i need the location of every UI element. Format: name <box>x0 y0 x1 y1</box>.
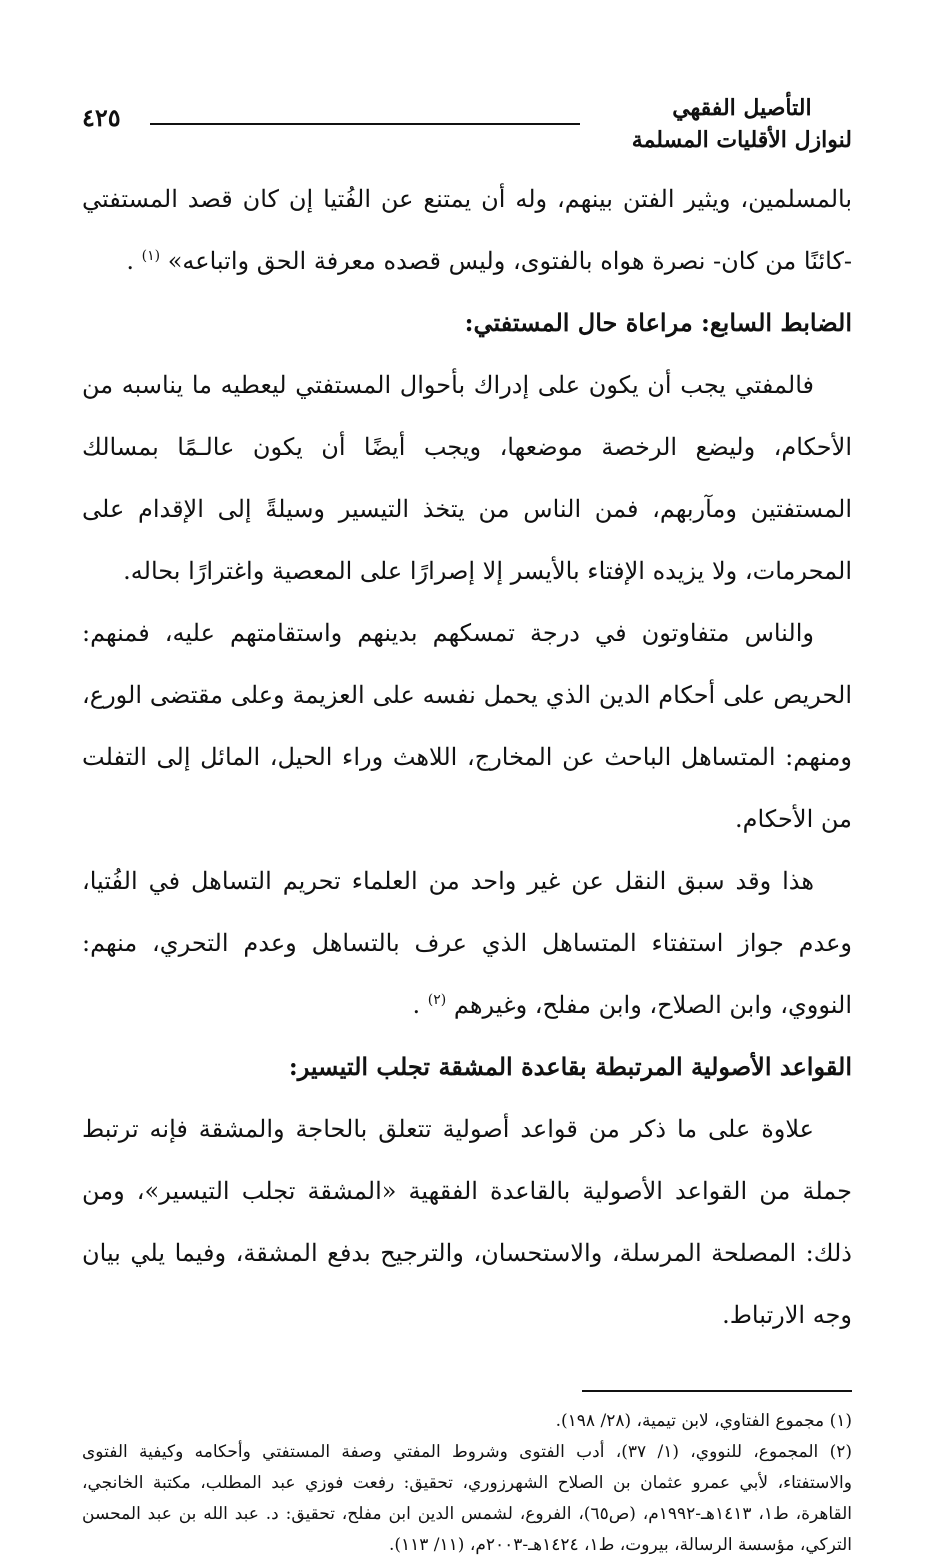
paragraph-4 <box>82 850 852 1036</box>
footnote-1: (١) مجموع الفتاوي، لابن تيمية، (٢٨/ ١٩٨). <box>555 1411 852 1431</box>
paragraph-2: فالمفتي يجب أن يكون على إدراك بأحوال المستفتي ليعطيه ما يناسبه من الأحكام، وليضع الرخصة موضعها، ويجب أيضًا أن يكون عالـمًا بمسالك المستفتين ومآربهم، فمن الناس من يتخذ التيسير وسيلةً إلى الإقدام على المحرمات، ولا يزيده الإفتاء بالأيسر إلا إصرارًا على المعصية واغترارًا بحاله. <box>82 371 853 585</box>
page-number: ٤٢٥ <box>82 103 121 132</box>
page-header <box>82 80 852 168</box>
paragraph-1-text: بالمسلمين، ويثير الفتن بينهم، وله أن يمتنع عن الفُتيا إن كان قصد المستفتي -كائنًا من كان- نصرة هواه بالفتوى، وليس قصده معرفة الحق واتباعه» <box>82 185 852 275</box>
footnote-2: (٢) المجموع، للنووي، (١/ ٣٧)، أدب الفتوى وشروط المفتي وصفة المستفتي وأحكامه وكيفية الفتوى والاستفتاء، لأبي عمرو عثمان بن الصلاح الشهرزوري، تحقيق: رفعت فوزي عبد المطلب، مكتبة الخانجي، القاهرة، ط١، ١٤١٣هـ-١٩٩٢م، (ص٦٥)، الفروع، لشمس الدين ابن مفلح، تحقيق: د. عبد الله بن عبد المحسن التركي، مؤسسة الرسالة، بيروت، ط١، ١٤٢٤هـ-٢٠٠٣م، (١١/ ١١٣). <box>82 1442 853 1555</box>
running-title-line1: التأصيل الفقهي <box>672 95 812 121</box>
paragraph-4-end: . <box>412 991 421 1019</box>
running-title <box>632 92 852 156</box>
section-heading-principles: القواعد الأصولية المرتبطة بقاعدة المشقة تجلب التيسير: <box>288 1052 852 1081</box>
paragraph-5: علاوة على ما ذكر من قواعد أصولية تتعلق بالحاجة والمشقة فإنه ترتبط جملة من القواعد الأصولية بالقاعدة الفقهية «المشقة تجلب التيسير»، ومن ذلك: المصلحة المرسلة، والاستحسان، والترجيح بدفع المشقة، وفيما يلي بيان وجه الارتباط. <box>82 1115 852 1329</box>
paragraph-1-end: . <box>126 247 134 275</box>
footnotes <box>82 1406 852 1561</box>
running-title-line2: لنوازل الأقليات المسلمة <box>631 127 852 153</box>
footnote-ref-1[interactable]: (١) <box>141 248 161 264</box>
section-heading-seventh-rule: الضابط السابع: مراعاة حال المستفتي: <box>464 308 852 337</box>
footnote-ref-2[interactable]: (٢) <box>427 992 447 1008</box>
footnote-separator <box>582 1390 852 1392</box>
main-text <box>82 168 852 1346</box>
paragraph-3: والناس متفاوتون في درجة تمسكهم بدينهم واستقامتهم عليه، فمنهم: الحريص على أحكام الدين الذي يحمل نفسه على العزيمة وعلى مقتضى الورع، ومنهم: المتساهل الباحث عن المخارج، اللاهث وراء الحيل، المائل إلى التفلت من الأحكام. <box>82 619 852 833</box>
paragraph-1 <box>82 168 852 292</box>
paragraph-4-text: هذا وقد سبق النقل عن غير واحد من العلماء تحريم التساهل في الفُتيا، وعدم جواز استفتاء المتساهل الذي عرف بالتساهل وعدم التحري، منهم: النووي، وابن الصلاح، وابن مفلح، وغيرهم <box>82 867 852 1019</box>
header-rule <box>150 123 580 125</box>
book-page <box>82 80 852 1561</box>
